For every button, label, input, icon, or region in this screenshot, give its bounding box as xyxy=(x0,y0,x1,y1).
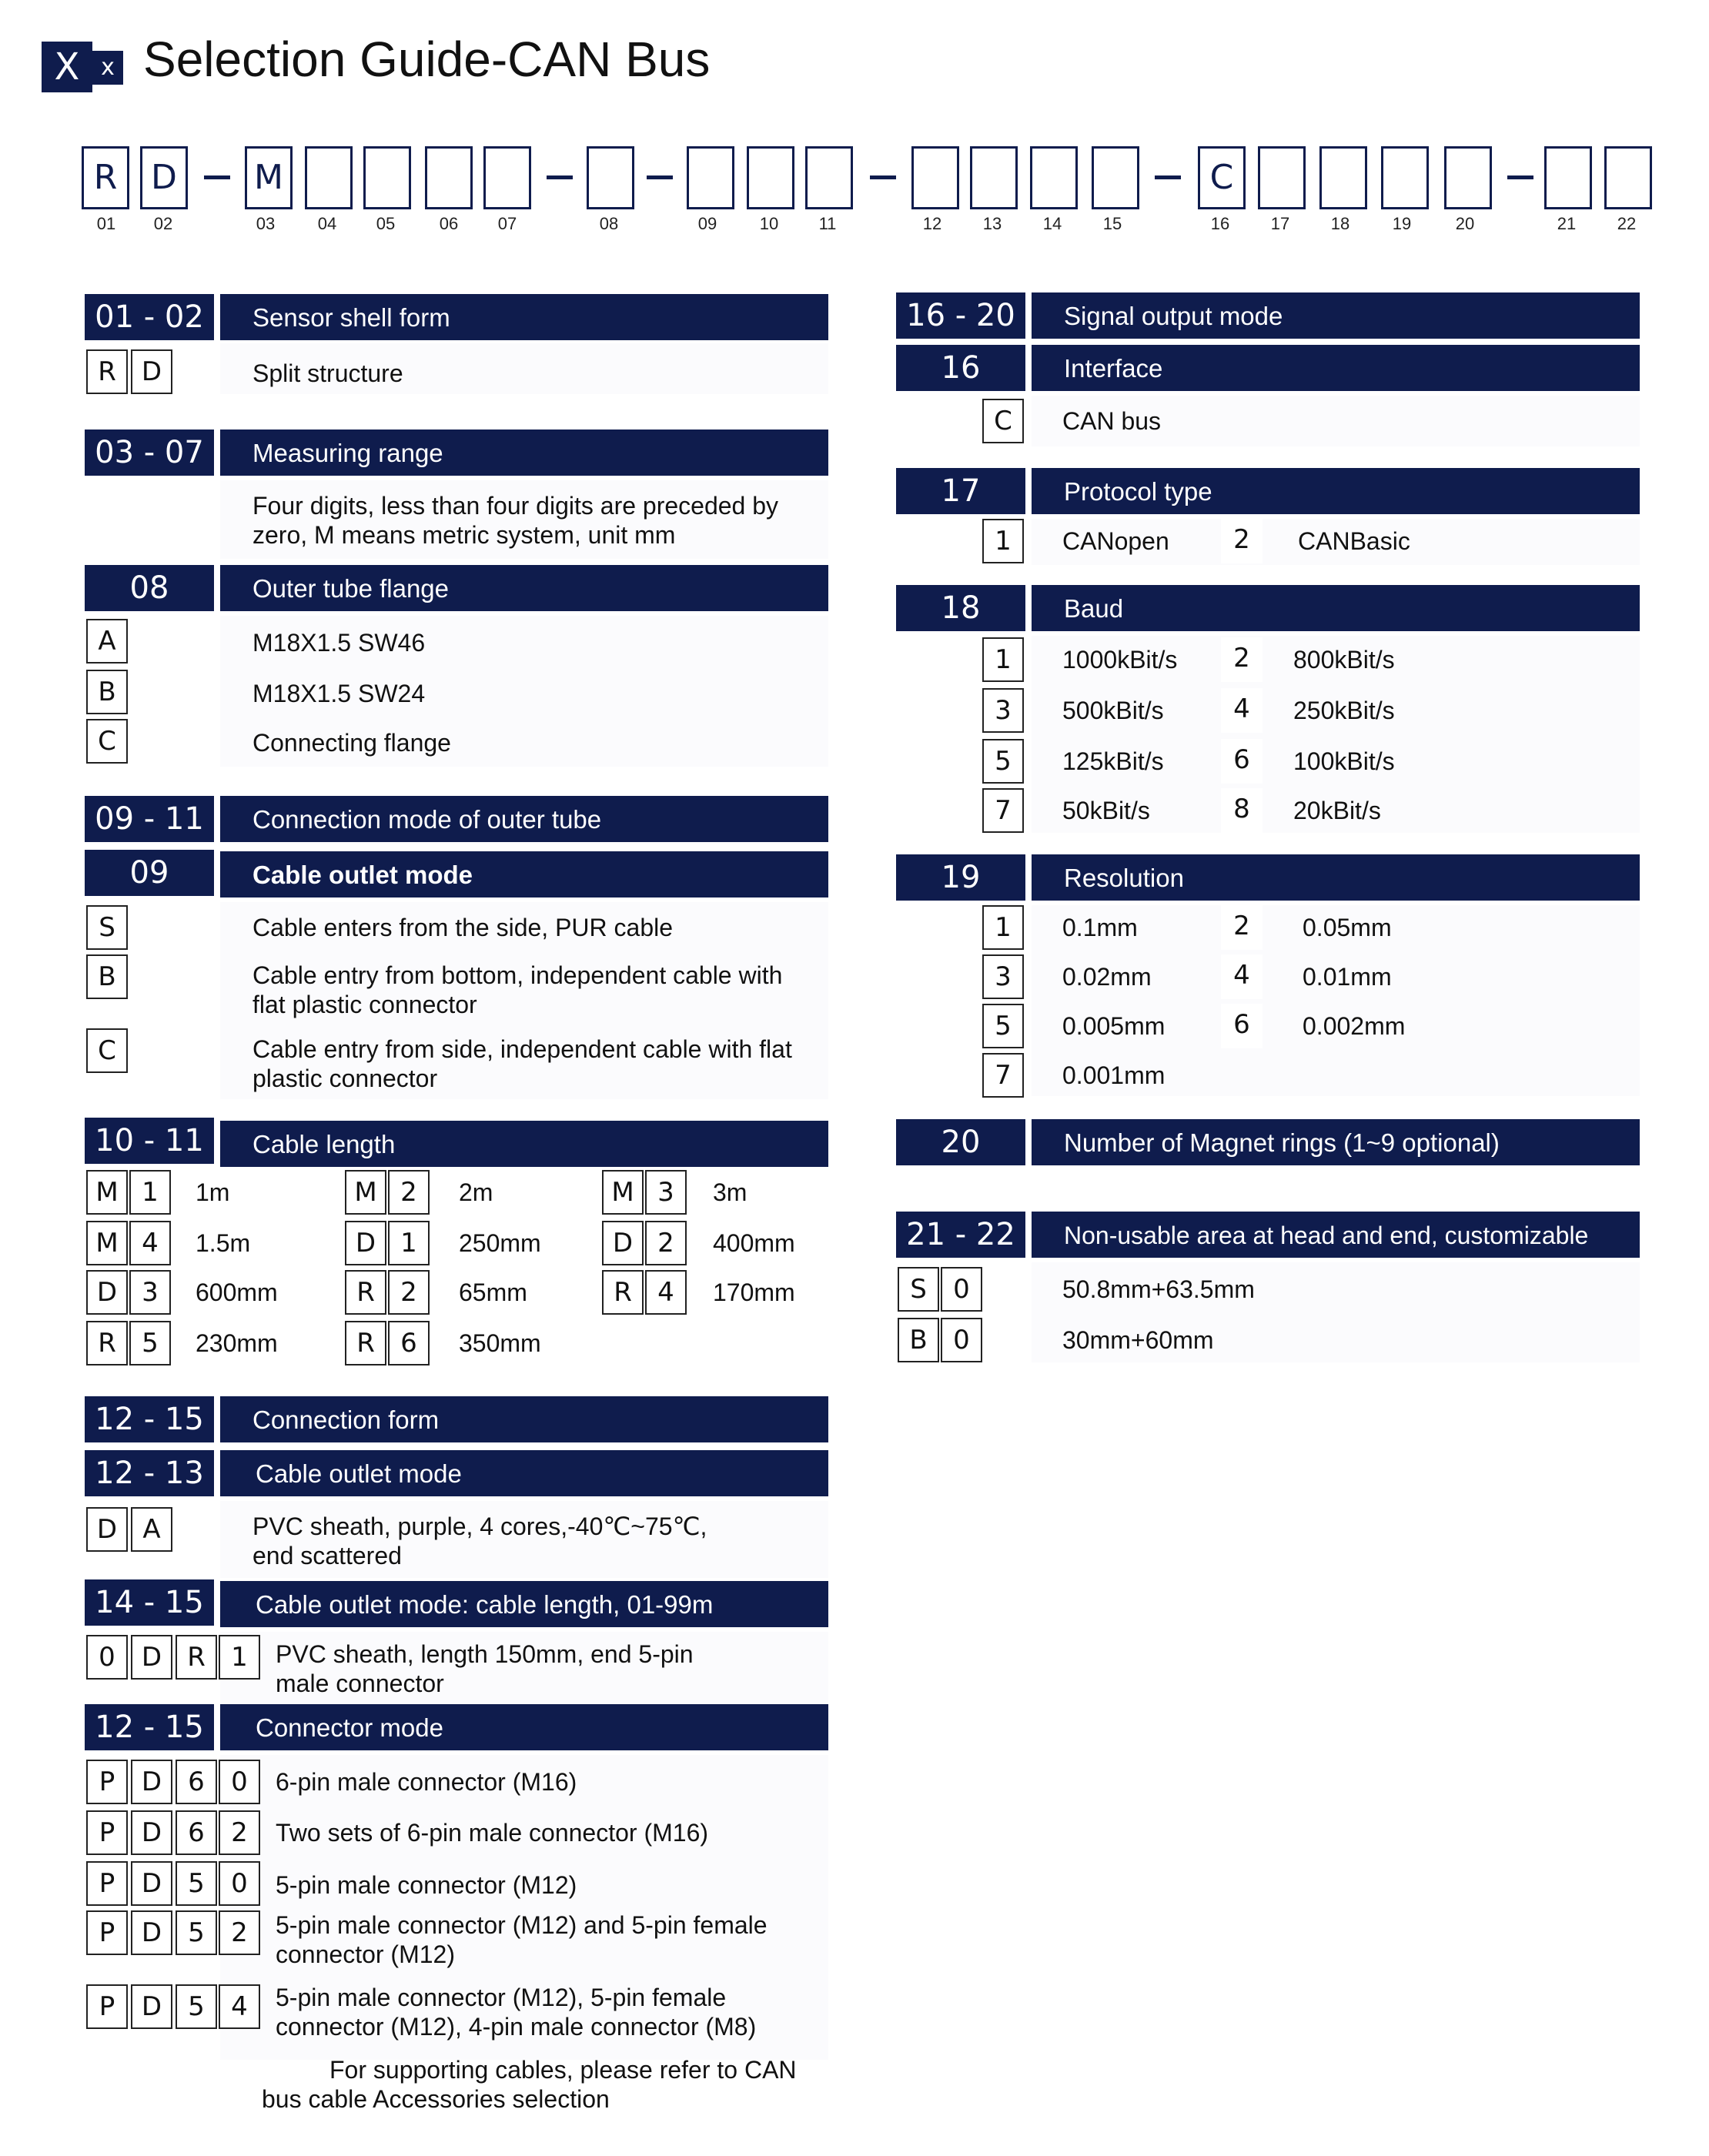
code-box: B xyxy=(86,954,128,999)
code-box-14 xyxy=(1030,146,1078,209)
section-code: 21 - 22 xyxy=(896,1212,1025,1258)
code-position-label: 14 xyxy=(1042,214,1062,233)
code-box: D xyxy=(131,1910,172,1955)
code-box: 5 xyxy=(982,1004,1024,1048)
section-title: Non-usable area at head and end, customizable xyxy=(1032,1212,1640,1258)
code-box: 0 xyxy=(86,1635,128,1680)
code-box: C xyxy=(86,1028,128,1073)
option-text: 0.005mm xyxy=(1062,1012,1166,1040)
code-position-label: 01 xyxy=(96,214,116,233)
option-text: CANBasic xyxy=(1298,527,1410,555)
option-text: 65mm xyxy=(459,1279,527,1306)
option-text: 350mm xyxy=(459,1329,541,1357)
section-title: Measuring range xyxy=(220,430,828,476)
code-box: M xyxy=(86,1221,128,1265)
option-text: 5-pin male connector (M12), 5-pin female xyxy=(276,1984,727,2011)
code-position-label: 04 xyxy=(317,214,337,233)
page-title: Selection Guide-CAN Bus xyxy=(143,32,711,87)
section-title: Connection mode of outer tube xyxy=(220,796,828,842)
section-code: 01 - 02 xyxy=(85,294,214,340)
code-box: 7 xyxy=(982,788,1024,833)
code-box-22 xyxy=(1604,146,1652,209)
option-text: M18X1.5 SW24 xyxy=(253,680,426,707)
section-code: 17 xyxy=(896,468,1025,514)
code-box: P xyxy=(86,1810,128,1855)
code-box-04 xyxy=(305,146,353,209)
code-box: 2 xyxy=(1221,519,1263,563)
code-position-label: 05 xyxy=(376,214,396,233)
section-code: 10 - 11 xyxy=(85,1118,214,1164)
section-code: 12 - 15 xyxy=(85,1704,214,1750)
code-box-01: R xyxy=(82,146,129,209)
code-box: 0 xyxy=(941,1318,982,1362)
code-box-02: D xyxy=(140,146,188,209)
code-box-10 xyxy=(747,146,794,209)
code-box: D xyxy=(86,1270,128,1315)
code-box: 2 xyxy=(219,1910,260,1955)
code-box: 1 xyxy=(982,637,1024,682)
code-box: S xyxy=(86,905,128,950)
code-box: 6 xyxy=(1221,1004,1263,1048)
code-box: 0 xyxy=(219,1760,260,1804)
code-box: R xyxy=(345,1321,386,1365)
code-box: R xyxy=(602,1270,644,1315)
option-text: 50.8mm+63.5mm xyxy=(1062,1275,1255,1303)
code-box: D xyxy=(131,1760,172,1804)
section-title: Signal output mode xyxy=(1032,292,1640,339)
option-text: 0.002mm xyxy=(1303,1012,1406,1040)
option-text: male connector xyxy=(276,1670,444,1697)
option-text: 170mm xyxy=(713,1279,795,1306)
code-box: 0 xyxy=(219,1861,260,1906)
code-position-label: 07 xyxy=(497,214,517,233)
code-box: 2 xyxy=(645,1221,687,1265)
option-text: 0.05mm xyxy=(1303,914,1392,941)
code-box-08 xyxy=(587,146,634,209)
code-box: 1 xyxy=(982,519,1024,563)
code-box: 1 xyxy=(388,1221,430,1265)
option-text: 100kBit/s xyxy=(1293,747,1395,775)
code-box: 3 xyxy=(982,954,1024,999)
code-box-06 xyxy=(425,146,473,209)
code-box: P xyxy=(86,1910,128,1955)
option-text: 800kBit/s xyxy=(1293,646,1395,674)
code-box: 4 xyxy=(1221,688,1263,733)
code-position-label: 17 xyxy=(1270,214,1290,233)
footnote: bus cable Accessories selection xyxy=(262,2085,610,2113)
code-position-label: 16 xyxy=(1210,214,1230,233)
code-box: P xyxy=(86,1760,128,1804)
code-position-label: 18 xyxy=(1330,214,1350,233)
code-box-09 xyxy=(687,146,734,209)
section-title: Protocol type xyxy=(1032,468,1640,514)
code-box-03: M xyxy=(245,146,293,209)
option-text: end scattered xyxy=(253,1542,402,1569)
section-title: Sensor shell form xyxy=(220,294,828,340)
option-text: Connecting flange xyxy=(253,729,451,757)
code-box: 0 xyxy=(941,1267,982,1312)
code-box: 4 xyxy=(645,1270,687,1315)
code-box: R xyxy=(86,349,128,394)
code-box-05 xyxy=(363,146,411,209)
option-text: 30mm+60mm xyxy=(1062,1326,1214,1354)
code-box: C xyxy=(86,719,128,764)
code-box: 2 xyxy=(388,1170,430,1215)
option-text: 125kBit/s xyxy=(1062,747,1164,775)
option-text: 0.001mm xyxy=(1062,1061,1166,1089)
code-box-18 xyxy=(1319,146,1367,209)
code-box: M xyxy=(602,1170,644,1215)
option-text: connector (M12), 4-pin male connector (M8) xyxy=(276,2013,757,2041)
code-box: D xyxy=(131,349,172,394)
section-code: 20 xyxy=(896,1119,1025,1165)
code-box: P xyxy=(86,1984,128,2029)
code-box: 6 xyxy=(388,1321,430,1365)
option-text: Split structure xyxy=(253,359,403,387)
option-text: 1.5m xyxy=(196,1229,251,1257)
code-box-17 xyxy=(1258,146,1306,209)
code-position-label: 08 xyxy=(599,214,619,233)
option-text: 230mm xyxy=(196,1329,278,1357)
code-box: D xyxy=(131,1984,172,2029)
code-box: D xyxy=(86,1507,128,1552)
code-box-15 xyxy=(1092,146,1139,209)
code-separator xyxy=(870,175,896,179)
code-position-label: 03 xyxy=(256,214,276,233)
code-box: D xyxy=(602,1221,644,1265)
option-text: 1000kBit/s xyxy=(1062,646,1178,674)
code-box: 1 xyxy=(982,905,1024,950)
code-box: 3 xyxy=(129,1270,171,1315)
code-box: 1 xyxy=(219,1635,260,1680)
section-title: Interface xyxy=(1032,345,1640,391)
code-box: 2 xyxy=(219,1810,260,1855)
option-text: PVC sheath, length 150mm, end 5-pin xyxy=(276,1640,694,1668)
code-box-21 xyxy=(1544,146,1592,209)
section-code: 12 - 15 xyxy=(85,1396,214,1442)
code-box: B xyxy=(898,1318,939,1362)
code-box: 4 xyxy=(1221,954,1263,999)
option-text: 0.1mm xyxy=(1062,914,1138,941)
option-text: Two sets of 6-pin male connector (M16) xyxy=(276,1819,709,1847)
code-box: 5 xyxy=(176,1910,217,1955)
code-box: A xyxy=(86,619,128,664)
section-code: 09 xyxy=(85,850,214,896)
code-box: 6 xyxy=(1221,739,1263,784)
code-separator xyxy=(647,175,673,179)
section-title: Cable length xyxy=(220,1121,828,1167)
option-text: 20kBit/s xyxy=(1293,797,1381,824)
section-code: 14 - 15 xyxy=(85,1579,214,1626)
code-box: M xyxy=(345,1170,386,1215)
option-text: zero, M means metric system, unit mm xyxy=(253,521,676,549)
option-text: 500kBit/s xyxy=(1062,697,1164,724)
option-text: 250mm xyxy=(459,1229,541,1257)
option-text: Cable entry from bottom, independent cable with xyxy=(253,961,783,989)
code-separator xyxy=(1507,175,1533,179)
section-title: Outer tube flange xyxy=(220,565,828,611)
code-box: 4 xyxy=(129,1221,171,1265)
code-box: 7 xyxy=(982,1053,1024,1098)
code-position-label: 09 xyxy=(697,214,717,233)
option-text: CANopen xyxy=(1062,527,1169,555)
code-box: R xyxy=(345,1270,386,1315)
code-box: 2 xyxy=(1221,905,1263,950)
section-title: Baud xyxy=(1032,585,1640,631)
option-text: M18X1.5 SW46 xyxy=(253,629,426,657)
section-title: Connection form xyxy=(220,1396,828,1442)
code-box: C xyxy=(982,399,1024,443)
code-box: 2 xyxy=(388,1270,430,1315)
option-text: 50kBit/s xyxy=(1062,797,1150,824)
option-text: 2m xyxy=(459,1178,493,1206)
code-box: B xyxy=(86,670,128,714)
code-box: 6 xyxy=(176,1810,217,1855)
section-title: Cable outlet mode: cable length, 01-99m xyxy=(220,1581,828,1627)
section-code: 18 xyxy=(896,585,1025,631)
code-position-label: 12 xyxy=(922,214,942,233)
code-box: D xyxy=(345,1221,386,1265)
code-box: M xyxy=(86,1170,128,1215)
code-box-16: C xyxy=(1198,146,1246,209)
code-position-label: 20 xyxy=(1455,214,1475,233)
code-box-11 xyxy=(805,146,853,209)
code-position-label: 19 xyxy=(1392,214,1412,233)
code-box-20 xyxy=(1444,146,1492,209)
option-text: Four digits, less than four digits are preceded by xyxy=(253,492,779,520)
option-text: 250kBit/s xyxy=(1293,697,1395,724)
code-box: 8 xyxy=(1221,788,1263,833)
section-title: Connector mode xyxy=(220,1704,828,1750)
section-title: Cable outlet mode xyxy=(220,851,828,897)
option-text: 0.01mm xyxy=(1303,963,1392,991)
section-title: Cable outlet mode xyxy=(220,1450,828,1496)
code-box: R xyxy=(86,1321,128,1365)
code-separator xyxy=(1155,175,1181,179)
section-title: Number of Magnet rings (1~9 optional) xyxy=(1032,1119,1640,1165)
code-position-label: 06 xyxy=(439,214,459,233)
option-text: Cable entry from side, independent cable with flat xyxy=(253,1035,792,1063)
option-text: 6-pin male connector (M16) xyxy=(276,1768,577,1796)
option-text: 5-pin male connector (M12) xyxy=(276,1871,577,1899)
option-text: 1m xyxy=(196,1178,230,1206)
code-box: 5 xyxy=(129,1321,171,1365)
code-box: S xyxy=(898,1267,939,1312)
section-code: 08 xyxy=(85,565,214,611)
code-box: D xyxy=(131,1635,172,1680)
code-separator xyxy=(204,175,230,179)
option-text: plastic connector xyxy=(253,1065,438,1092)
code-position-label: 13 xyxy=(982,214,1002,233)
section-title: Resolution xyxy=(1032,854,1640,901)
code-box-19 xyxy=(1381,146,1429,209)
code-box: D xyxy=(131,1861,172,1906)
code-box-07 xyxy=(483,146,531,209)
section-code: 16 xyxy=(896,345,1025,391)
code-box-12 xyxy=(911,146,959,209)
section-code: 19 xyxy=(896,854,1025,901)
option-text: CAN bus xyxy=(1062,407,1162,435)
code-box: D xyxy=(131,1810,172,1855)
code-box: A xyxy=(131,1507,172,1552)
code-position-label: 02 xyxy=(153,214,173,233)
code-box: 6 xyxy=(176,1760,217,1804)
option-text: 5-pin male connector (M12) and 5-pin female xyxy=(276,1911,768,1939)
option-text: PVC sheath, purple, 4 cores,-40℃~75℃, xyxy=(253,1513,707,1540)
option-text: connector (M12) xyxy=(276,1940,455,1968)
option-text: 3m xyxy=(713,1178,747,1206)
brand-logo-mark: X xyxy=(42,42,92,92)
code-box: 3 xyxy=(982,688,1024,733)
code-box: 5 xyxy=(176,1861,217,1906)
code-position-label: 15 xyxy=(1102,214,1122,233)
code-box-13 xyxy=(970,146,1018,209)
section-code: 09 - 11 xyxy=(85,796,214,842)
code-box: 2 xyxy=(1221,637,1263,682)
option-text: 0.02mm xyxy=(1062,963,1152,991)
footnote: For supporting cables, please refer to CAN xyxy=(329,2056,797,2084)
code-box: 3 xyxy=(645,1170,687,1215)
option-text: 400mm xyxy=(713,1229,795,1257)
code-box: P xyxy=(86,1861,128,1906)
section-code: 12 - 13 xyxy=(85,1450,214,1496)
code-position-label: 21 xyxy=(1557,214,1577,233)
option-text: flat plastic connector xyxy=(253,991,477,1018)
code-position-label: 10 xyxy=(759,214,779,233)
code-position-label: 22 xyxy=(1617,214,1637,233)
code-separator xyxy=(547,175,573,179)
code-box: 1 xyxy=(129,1170,171,1215)
option-text: 600mm xyxy=(196,1279,278,1306)
brand-logo-mark-small: x xyxy=(92,51,123,85)
code-position-label: 11 xyxy=(818,214,837,233)
section-code: 16 - 20 xyxy=(896,292,1025,339)
code-box: 4 xyxy=(219,1984,260,2029)
section-code: 03 - 07 xyxy=(85,430,214,476)
option-text: Cable enters from the side, PUR cable xyxy=(253,914,674,941)
code-box: 5 xyxy=(176,1984,217,2029)
code-box: R xyxy=(176,1635,217,1680)
code-box: 5 xyxy=(982,739,1024,784)
